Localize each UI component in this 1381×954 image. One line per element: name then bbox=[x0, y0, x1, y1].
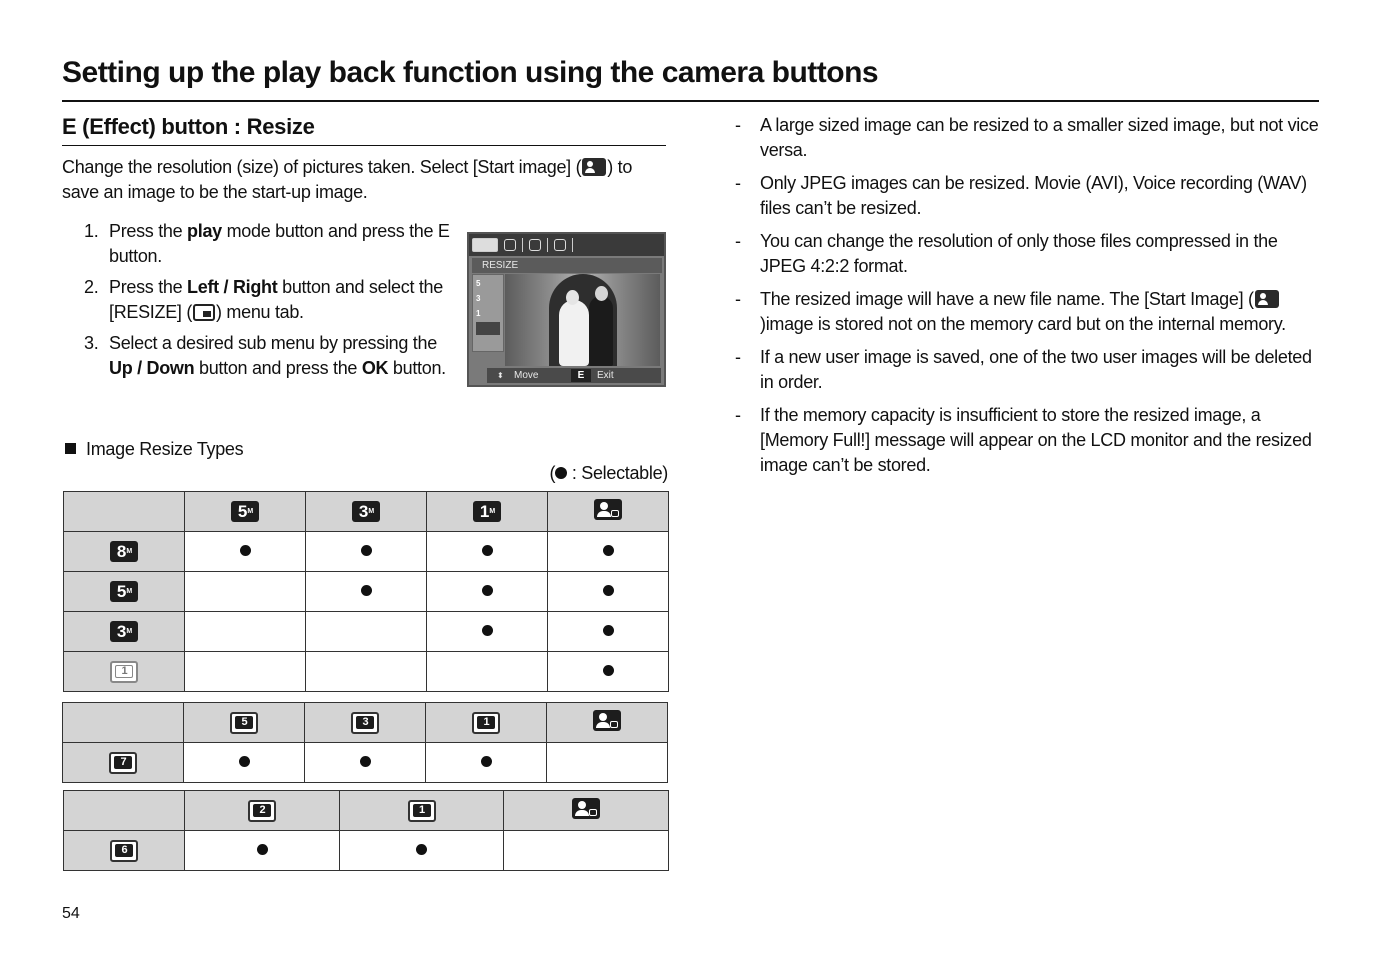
table-cell bbox=[427, 572, 548, 612]
camera-glyph bbox=[589, 809, 597, 816]
table-row bbox=[64, 612, 669, 652]
table-header-row bbox=[64, 492, 669, 532]
row-header-5m bbox=[64, 572, 185, 612]
note-dash: - bbox=[735, 115, 741, 135]
legend-text: : Selectable) bbox=[567, 463, 668, 483]
resolution-5m-icon: 5 M bbox=[110, 581, 138, 602]
selectable-dot-icon bbox=[481, 756, 492, 767]
camera-lcd-screen bbox=[467, 232, 666, 387]
table-corner bbox=[64, 492, 185, 532]
col-header-1m bbox=[426, 703, 547, 743]
resolution-inner-glyph: 5 bbox=[235, 716, 253, 729]
note-dash: - bbox=[735, 231, 741, 251]
resolution-inner-glyph: 1 bbox=[115, 665, 133, 678]
resolution-8m-icon: 8 M bbox=[110, 541, 138, 562]
start-image-icon bbox=[594, 499, 622, 520]
square-bullet-icon bbox=[65, 443, 76, 454]
page-number: 54 bbox=[62, 905, 80, 922]
resolution-5m-icon: 5 M bbox=[231, 501, 259, 522]
resolution-inner-glyph: 3 bbox=[356, 716, 374, 729]
lcd-bottom-bar bbox=[487, 368, 661, 383]
table-cell bbox=[305, 743, 426, 783]
table-cell bbox=[306, 572, 427, 612]
table-cell bbox=[547, 743, 668, 783]
selectable-dot-icon bbox=[482, 585, 493, 596]
resize-table-2 bbox=[62, 702, 668, 783]
photo-face bbox=[595, 286, 608, 301]
note-text: Only JPEG images can be resized. Movie (AVI), Voice recording (WAV) files can’t be resized. bbox=[760, 173, 1307, 218]
section-title: E (Effect) button : Resize bbox=[62, 113, 666, 146]
lcd-submenu-item: 3 bbox=[476, 294, 481, 303]
table-row bbox=[64, 572, 669, 612]
resize-table-1 bbox=[63, 491, 669, 692]
rotate-icon bbox=[504, 239, 516, 251]
table-cell bbox=[426, 743, 547, 783]
film-icon bbox=[554, 239, 566, 251]
col-header-5m bbox=[184, 703, 305, 743]
notes-list bbox=[735, 113, 1321, 486]
note-dash: - bbox=[735, 405, 741, 425]
step-bold: Left / Right bbox=[187, 277, 278, 297]
table-corner bbox=[63, 703, 184, 743]
table-cell bbox=[340, 831, 504, 871]
selectable-dot-icon bbox=[482, 545, 493, 556]
selectable-dot-icon bbox=[360, 756, 371, 767]
table-cell bbox=[548, 572, 669, 612]
resize-types-heading bbox=[65, 437, 243, 461]
note-text: The resized image will have a new file name. The [Start Image] ( bbox=[760, 289, 1254, 309]
table-header-row bbox=[63, 703, 668, 743]
selectable-dot-icon bbox=[555, 467, 567, 479]
camera-glyph bbox=[610, 721, 618, 728]
selectable-dot-icon bbox=[482, 625, 493, 636]
resolution-inner-glyph: 7 bbox=[114, 756, 132, 769]
step-number: 3. bbox=[84, 333, 99, 353]
resolution-5m-wide-icon bbox=[230, 712, 258, 734]
step-text: ) menu tab. bbox=[216, 302, 304, 322]
table-cell bbox=[427, 652, 548, 692]
selectable-dot-icon bbox=[603, 545, 614, 556]
table-cell bbox=[185, 532, 306, 572]
col-header-start-image bbox=[548, 492, 669, 532]
step-text: Select a desired sub menu by pressing the bbox=[109, 333, 437, 353]
table-cell bbox=[548, 532, 669, 572]
step-bold: play bbox=[187, 221, 222, 241]
table-header-row bbox=[64, 791, 669, 831]
table-row bbox=[64, 652, 669, 692]
lcd-tab-bar bbox=[469, 234, 664, 256]
note-item bbox=[735, 171, 1321, 221]
table-cell bbox=[504, 831, 669, 871]
note-text: )image is stored not on the memory card but on the internal memory. bbox=[760, 314, 1286, 334]
table-cell bbox=[185, 572, 306, 612]
resize-tab-icon bbox=[193, 304, 215, 321]
note-item bbox=[735, 403, 1321, 478]
col-header-2m bbox=[185, 791, 340, 831]
step-2 bbox=[84, 275, 454, 325]
note-item bbox=[735, 113, 1321, 163]
table-cell bbox=[548, 652, 669, 692]
resolution-3m-icon: 3 M bbox=[352, 501, 380, 522]
note-item bbox=[735, 345, 1321, 395]
selectable-dot-icon bbox=[361, 585, 372, 596]
table-cell bbox=[548, 612, 669, 652]
row-header-8m bbox=[64, 532, 185, 572]
table-corner bbox=[64, 791, 185, 831]
lcd-menu-label: RESIZE bbox=[472, 258, 662, 273]
resolution-1m-wide-icon bbox=[408, 800, 436, 822]
step-3 bbox=[84, 331, 454, 381]
note-text: If the memory capacity is insufficient to store the resized image, a [Memory Full!] message will appear on the LCD monitor and the resized image can’t be stored. bbox=[760, 405, 1312, 475]
col-header-1m bbox=[340, 791, 504, 831]
resolution-6m-wide-icon bbox=[110, 840, 138, 862]
lcd-submenu-item: 1 bbox=[476, 309, 481, 318]
note-item bbox=[735, 229, 1321, 279]
note-text: If a new user image is saved, one of the two user images will be deleted in order. bbox=[760, 347, 1312, 392]
resolution-inner-glyph: 1 bbox=[413, 804, 431, 817]
table-cell bbox=[306, 532, 427, 572]
col-header-start-image bbox=[547, 703, 668, 743]
start-image-icon bbox=[1255, 290, 1279, 308]
step-number: 1. bbox=[84, 221, 99, 241]
palette-icon bbox=[529, 239, 541, 251]
step-1 bbox=[84, 219, 454, 269]
intro-text-before: Change the resolution (size) of pictures taken. Select [Start image] ( bbox=[62, 157, 582, 177]
note-item bbox=[735, 287, 1321, 337]
step-text: mode button and press the E button. bbox=[109, 221, 450, 266]
resolution-7m-wide-icon bbox=[109, 752, 137, 774]
lcd-separator bbox=[547, 238, 548, 252]
start-image-icon bbox=[582, 158, 606, 176]
resolution-inner-glyph: 6 bbox=[115, 844, 133, 857]
col-header-start-image bbox=[504, 791, 669, 831]
note-text: You can change the resolution of only those files compressed in the JPEG 4:2:2 format. bbox=[760, 231, 1278, 276]
table-cell bbox=[184, 743, 305, 783]
selectable-dot-icon bbox=[603, 625, 614, 636]
resolution-1m-wide-icon bbox=[472, 712, 500, 734]
page-title: Setting up the play back function using the camera buttons bbox=[62, 54, 1319, 102]
table-row bbox=[64, 532, 669, 572]
row-header-7m bbox=[63, 743, 184, 783]
table-cell bbox=[306, 612, 427, 652]
resize-table-3 bbox=[63, 790, 669, 871]
selectable-dot-icon bbox=[416, 844, 427, 855]
table-row bbox=[64, 831, 669, 871]
selectable-dot-icon bbox=[240, 545, 251, 556]
table-row bbox=[63, 743, 668, 783]
col-header-1m bbox=[427, 492, 548, 532]
lcd-submenu bbox=[472, 274, 504, 352]
resolution-2m-wide-icon bbox=[248, 800, 276, 822]
row-header-1m bbox=[64, 652, 185, 692]
selectable-dot-icon bbox=[257, 844, 268, 855]
lcd-submenu-item bbox=[476, 322, 500, 335]
table-cell bbox=[185, 652, 306, 692]
col-header-3m bbox=[306, 492, 427, 532]
resolution-3m-wide-icon bbox=[351, 712, 379, 734]
resize-types-heading-text: Image Resize Types bbox=[86, 439, 244, 459]
table-cell bbox=[185, 831, 340, 871]
step-text: button and press the bbox=[194, 358, 362, 378]
wedding-photo bbox=[505, 274, 660, 366]
selectable-dot-icon bbox=[239, 756, 250, 767]
lcd-exit-label: Exit bbox=[597, 370, 614, 381]
camera-glyph bbox=[611, 510, 619, 517]
start-image-icon bbox=[572, 798, 600, 819]
table-cell bbox=[427, 612, 548, 652]
lcd-e-button-label: E bbox=[571, 369, 591, 382]
note-dash: - bbox=[735, 289, 741, 309]
step-number: 2. bbox=[84, 277, 99, 297]
photo-groom bbox=[589, 296, 613, 366]
intro-text-after: ) to save an image to be the start-up image. bbox=[62, 157, 633, 202]
resolution-inner-glyph: 2 bbox=[253, 804, 271, 817]
selectable-legend bbox=[548, 461, 668, 485]
row-header-6m bbox=[64, 831, 185, 871]
resolution-inner-glyph: 1 bbox=[477, 716, 495, 729]
intro-text bbox=[62, 155, 666, 205]
steps-list bbox=[84, 219, 454, 387]
start-image-icon bbox=[593, 710, 621, 731]
selectable-dot-icon bbox=[603, 585, 614, 596]
row-header-3m bbox=[64, 612, 185, 652]
step-text: button and select the [RESIZE] ( bbox=[109, 277, 443, 322]
col-header-5m bbox=[185, 492, 306, 532]
photo-face bbox=[566, 290, 579, 305]
step-text: Press the bbox=[109, 221, 188, 241]
note-dash: - bbox=[735, 347, 741, 367]
step-text: button. bbox=[388, 358, 446, 378]
step-text: Press the bbox=[109, 277, 188, 297]
legend-open-paren: ( bbox=[549, 463, 556, 483]
step-bold: OK bbox=[361, 358, 389, 378]
photo-bride bbox=[559, 300, 589, 366]
up-down-arrows-icon: ⬍ bbox=[497, 371, 504, 380]
selectable-dot-icon bbox=[603, 665, 614, 676]
table-cell bbox=[427, 532, 548, 572]
selectable-dot-icon bbox=[361, 545, 372, 556]
note-dash: - bbox=[735, 173, 741, 193]
table-cell bbox=[306, 652, 427, 692]
note-text: A large sized image can be resized to a smaller sized image, but not vice versa. bbox=[760, 115, 1319, 160]
lcd-move-label: Move bbox=[514, 370, 539, 381]
resize-tab-icon bbox=[472, 238, 498, 252]
table-cell bbox=[185, 612, 306, 652]
step-bold: Up / Down bbox=[109, 358, 195, 378]
resolution-1m-wide-icon bbox=[110, 661, 138, 683]
lcd-submenu-item: 5 bbox=[476, 279, 481, 288]
lcd-separator bbox=[522, 238, 523, 252]
col-header-3m bbox=[305, 703, 426, 743]
resolution-1m-icon: 1 M bbox=[473, 501, 501, 522]
resolution-3m-icon: 3 M bbox=[110, 621, 138, 642]
lcd-separator bbox=[572, 238, 573, 252]
